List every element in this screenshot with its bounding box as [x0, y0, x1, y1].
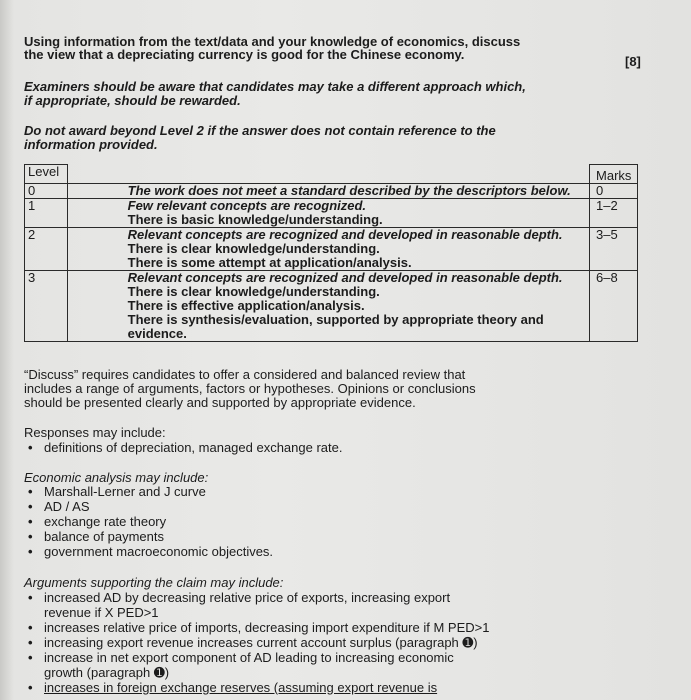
responses-list	[24, 440, 342, 455]
descriptor-line: There is some attempt at application/analysis.	[127, 255, 412, 270]
list-item-line: growth (paragraph ➊)	[44, 665, 170, 680]
award-note-line-2: information provided.	[24, 137, 158, 152]
descriptor-cell	[67, 228, 589, 271]
marks-cell: 6–8	[590, 271, 638, 342]
list-item	[24, 650, 489, 680]
list-item-line: revenue if X PED>1	[44, 605, 159, 620]
descriptor-cell	[67, 199, 589, 228]
list-item	[24, 590, 489, 620]
list-item: • AD / AS	[24, 499, 273, 514]
list-item-line: • increased AD by decreasing relative price of exports, increasing export	[44, 590, 451, 605]
descriptor-line: Relevant concepts are recognized and developed in reasonable depth.	[127, 227, 563, 242]
table-row	[25, 184, 638, 199]
list-item	[24, 635, 489, 650]
question-line-1: Using information from the text/data and your knowledge of economics, discuss	[24, 34, 521, 49]
descriptor-line: There is effective application/analysis.	[127, 298, 365, 313]
examiner-note-line-1: Examiners should be aware that candidates may take a different approach which,	[24, 79, 526, 94]
descriptor-line: The work does not meet a standard described by the descriptors below.	[127, 183, 571, 198]
level-cell: 3	[25, 271, 68, 342]
table-row	[25, 271, 638, 342]
discuss-line-2: includes a range of arguments, factors or hypotheses. Opinions or conclusions	[24, 381, 476, 396]
descriptor-line: Relevant concepts are recognized and developed in reasonable depth.	[127, 270, 563, 285]
list-item: • government macroeconomic objectives.	[24, 544, 273, 559]
question-line-2: the view that a depreciating currency is good for the Chinese economy.	[24, 47, 465, 62]
descriptor-line: There is synthesis/evaluation, supported by appropriate theory and	[127, 312, 544, 327]
descriptor-line: evidence.	[127, 326, 187, 341]
arguments-heading	[24, 575, 283, 590]
marks-cell: 3–5	[590, 228, 638, 271]
list-item-line: • increase in net export component of AD leading to increasing economic	[44, 650, 454, 665]
list-item-line: • increasing export revenue increases current account surplus (paragraph ➊)	[44, 635, 478, 650]
discuss-line-1: “Discuss” requires candidates to offer a considered and balanced review that	[24, 367, 466, 382]
list-item: • Marshall-Lerner and J curve	[24, 484, 273, 499]
level-descriptor-table	[24, 164, 638, 342]
responses-heading-text: Responses may include:	[24, 425, 166, 440]
level-cell: 2	[25, 228, 68, 271]
list-item: • exchange rate theory	[24, 514, 273, 529]
table-row	[25, 228, 638, 271]
list-item: • definitions of depreciation, managed exchange rate.	[24, 440, 342, 455]
descriptor-cell	[67, 271, 589, 342]
header-descriptor	[67, 165, 589, 184]
total-marks: [8]	[625, 54, 641, 69]
level-cell: 0	[25, 184, 68, 199]
economic-heading	[24, 470, 208, 485]
economic-heading-text: Economic analysis may include:	[24, 470, 209, 485]
arguments-list	[24, 590, 489, 695]
level-cell: 1	[25, 199, 68, 228]
economic-list	[24, 484, 273, 559]
table-row	[25, 199, 638, 228]
arguments-heading-text: Arguments supporting the claim may include:	[24, 575, 284, 590]
descriptor-line: There is clear knowledge/understanding.	[127, 284, 380, 299]
marks-cell: 1–2	[590, 199, 638, 228]
page-shadow	[0, 0, 14, 700]
discuss-line-3: should be presented clearly and supported by appropriate evidence.	[24, 395, 416, 410]
header-level: Level	[25, 165, 68, 184]
examiner-note-line-2: if appropriate, should be rewarded.	[24, 93, 241, 108]
list-item	[24, 620, 489, 635]
descriptor-line: Few relevant concepts are recognized.	[127, 198, 367, 213]
list-item: • balance of payments	[24, 529, 273, 544]
responses-heading	[24, 425, 166, 440]
table-header-row	[25, 165, 638, 184]
descriptor-line: There is basic knowledge/understanding.	[127, 212, 383, 227]
list-item-line: • increases relative price of imports, decreasing import expenditure if M PED>1	[44, 620, 490, 635]
descriptor-line: There is clear knowledge/understanding.	[127, 241, 380, 256]
list-item-line: • increases in foreign exchange reserves (assuming export revenue is	[44, 680, 438, 695]
marks-cell: 0	[590, 184, 638, 199]
award-note-line-1: Do not award beyond Level 2 if the answer does not contain reference to the	[24, 123, 496, 138]
header-marks: Marks	[590, 165, 638, 184]
descriptor-cell	[67, 184, 589, 199]
list-item	[24, 680, 489, 695]
